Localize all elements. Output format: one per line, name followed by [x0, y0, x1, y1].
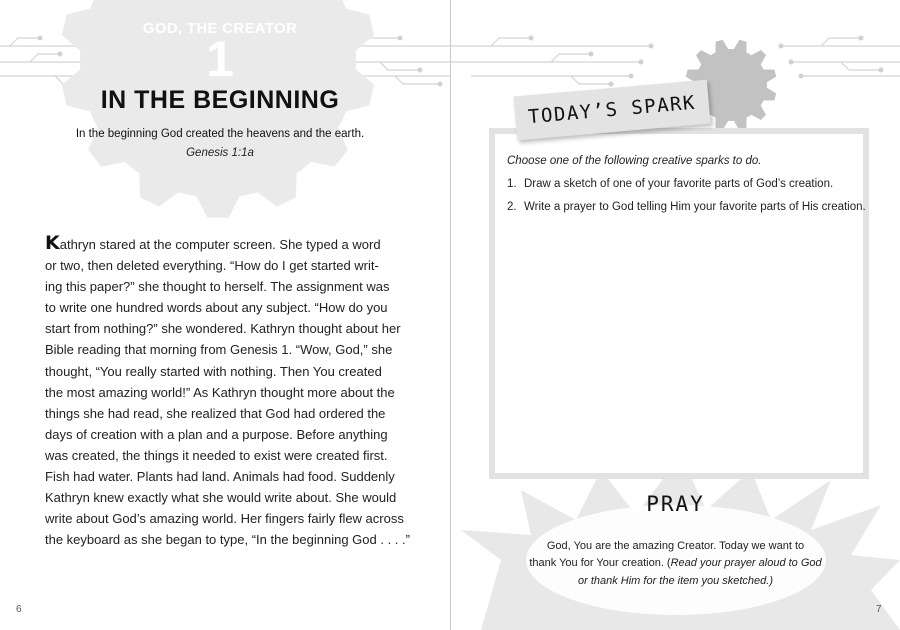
story-line: the most amazing world!” As Kathryn thought more about the [45, 384, 395, 400]
chapter-number: 1 [206, 31, 234, 87]
spark-item-1: 1. Draw a sketch of one of your favorite parts of God’s creation. [507, 178, 834, 190]
spark-instructions: Choose one of the following creative sparks to do. [507, 155, 762, 167]
story-text [45, 232, 410, 550]
right-page [451, 0, 900, 630]
story-line: ing this paper?” she thought to herself. The assignment was [45, 279, 390, 295]
page-number-left: 6 [16, 604, 22, 615]
verse-reference: Genesis 1:1a [186, 147, 254, 159]
story-line: Bible reading that morning from Genesis 1. “Wow, God,” she [45, 342, 393, 358]
prayer-text: God, You are the amazing Creator. Today we want to thank You for Your creation. (Read your prayer aloud to God or thank Him for the item you sketched.) [529, 540, 822, 587]
story-line: things she had read, she realized that God had ordered the [45, 405, 386, 421]
story-line: the keyboard as she began to type, “In the beginning God . . . .” [45, 532, 410, 548]
story-line-1: Kathryn stared at the computer screen. She typed a word [45, 232, 381, 254]
story-line: to write one hundred words about any subject. “How do you [45, 300, 388, 316]
story-line: days of creation with a plan and a purpose. Before anything [45, 426, 388, 442]
pray-heading: PRAY [646, 492, 705, 516]
story-line: start from nothing?” she wondered. Kathryn thought about her [45, 321, 401, 337]
chapter-title: IN THE BEGINNING [100, 86, 340, 114]
spark-title: TODAY’S SPARK [513, 80, 710, 141]
story-line: thought, “You really started with nothing. Then You created [45, 363, 382, 379]
spark-item-2: 2. Write a prayer to God telling Him your favorite parts of His creation. [507, 201, 866, 213]
story-line: or two, then deleted everything. “How do I get started writ- [45, 258, 379, 274]
story-line: write about God’s amazing world. Her fingers fairly flew across [45, 511, 404, 527]
story-line: Kathryn knew exactly what she would write about. She would [45, 490, 397, 506]
story-line: was created, the things it needed to exist were created first. [45, 447, 388, 463]
drop-cap: K [45, 232, 60, 254]
chapter-category: GOD, THE CREATOR [142, 20, 298, 37]
key-verse: In the beginning God created the heavens and the earth. [75, 128, 365, 140]
page-number-right: 7 [876, 604, 882, 615]
story-line: Fish had water. Plants had land. Animals had food. Suddenly [45, 469, 395, 485]
circuit-pattern-right [451, 38, 900, 84]
